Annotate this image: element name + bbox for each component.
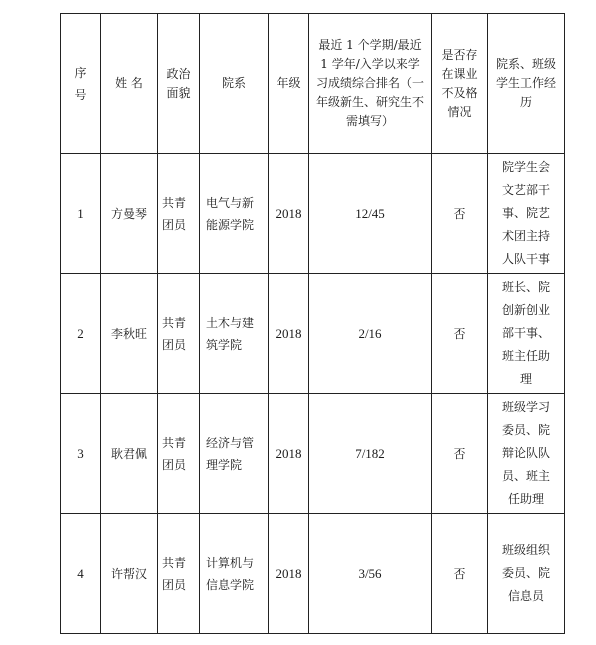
cell-ranking: 12/45 [309, 154, 432, 274]
cell-department: 经济与管理学院 [200, 394, 269, 514]
cell-department: 土木与建筑学院 [200, 274, 269, 394]
cell-seq: 1 [61, 154, 101, 274]
cell-failing: 否 [432, 394, 488, 514]
header-seq: 序号 [61, 14, 101, 154]
header-ranking: 最近 1 个学期/最近 1 学年/入学以来学习成绩综合排名（一年级新生、研究生不需填写） [309, 14, 432, 154]
cell-grade: 2018 [269, 274, 309, 394]
cell-seq: 4 [61, 514, 101, 634]
table-row [61, 394, 565, 514]
header-political: 政治面貌 [158, 14, 200, 154]
cell-name: 方曼琴 [101, 154, 158, 274]
header-department: 院系 [200, 14, 269, 154]
cell-department: 计算机与信息学院 [200, 514, 269, 634]
table-row [61, 274, 565, 394]
cell-ranking: 7/182 [309, 394, 432, 514]
cell-experience: 班级组织委员、院信息员 [488, 514, 565, 634]
cell-political: 共青团员 [158, 514, 200, 634]
cell-grade: 2018 [269, 154, 309, 274]
cell-seq: 3 [61, 394, 101, 514]
table-row [61, 154, 565, 274]
cell-ranking: 3/56 [309, 514, 432, 634]
cell-name: 李秋旺 [101, 274, 158, 394]
cell-department: 电气与新能源学院 [200, 154, 269, 274]
table-row [61, 514, 565, 634]
header-experience: 院系、班级学生工作经历 [488, 14, 565, 154]
table-header-row [61, 14, 565, 154]
cell-political: 共青团员 [158, 274, 200, 394]
cell-name: 耿君佩 [101, 394, 158, 514]
cell-grade: 2018 [269, 394, 309, 514]
cell-experience: 院学生会文艺部干事、院艺术团主持人队干事 [488, 154, 565, 274]
header-failing: 是否存在课业不及格情况 [432, 14, 488, 154]
cell-political: 共青团员 [158, 394, 200, 514]
student-roster-table [60, 13, 565, 634]
cell-political: 共青团员 [158, 154, 200, 274]
header-name: 姓 名 [101, 14, 158, 154]
header-grade: 年级 [269, 14, 309, 154]
cell-experience: 班级学习委员、院辩论队队员、班主任助理 [488, 394, 565, 514]
cell-ranking: 2/16 [309, 274, 432, 394]
cell-failing: 否 [432, 154, 488, 274]
cell-grade: 2018 [269, 514, 309, 634]
cell-failing: 否 [432, 514, 488, 634]
cell-failing: 否 [432, 274, 488, 394]
cell-experience: 班长、院创新创业部干事、班主任助理 [488, 274, 565, 394]
cell-seq: 2 [61, 274, 101, 394]
cell-name: 许帮汉 [101, 514, 158, 634]
